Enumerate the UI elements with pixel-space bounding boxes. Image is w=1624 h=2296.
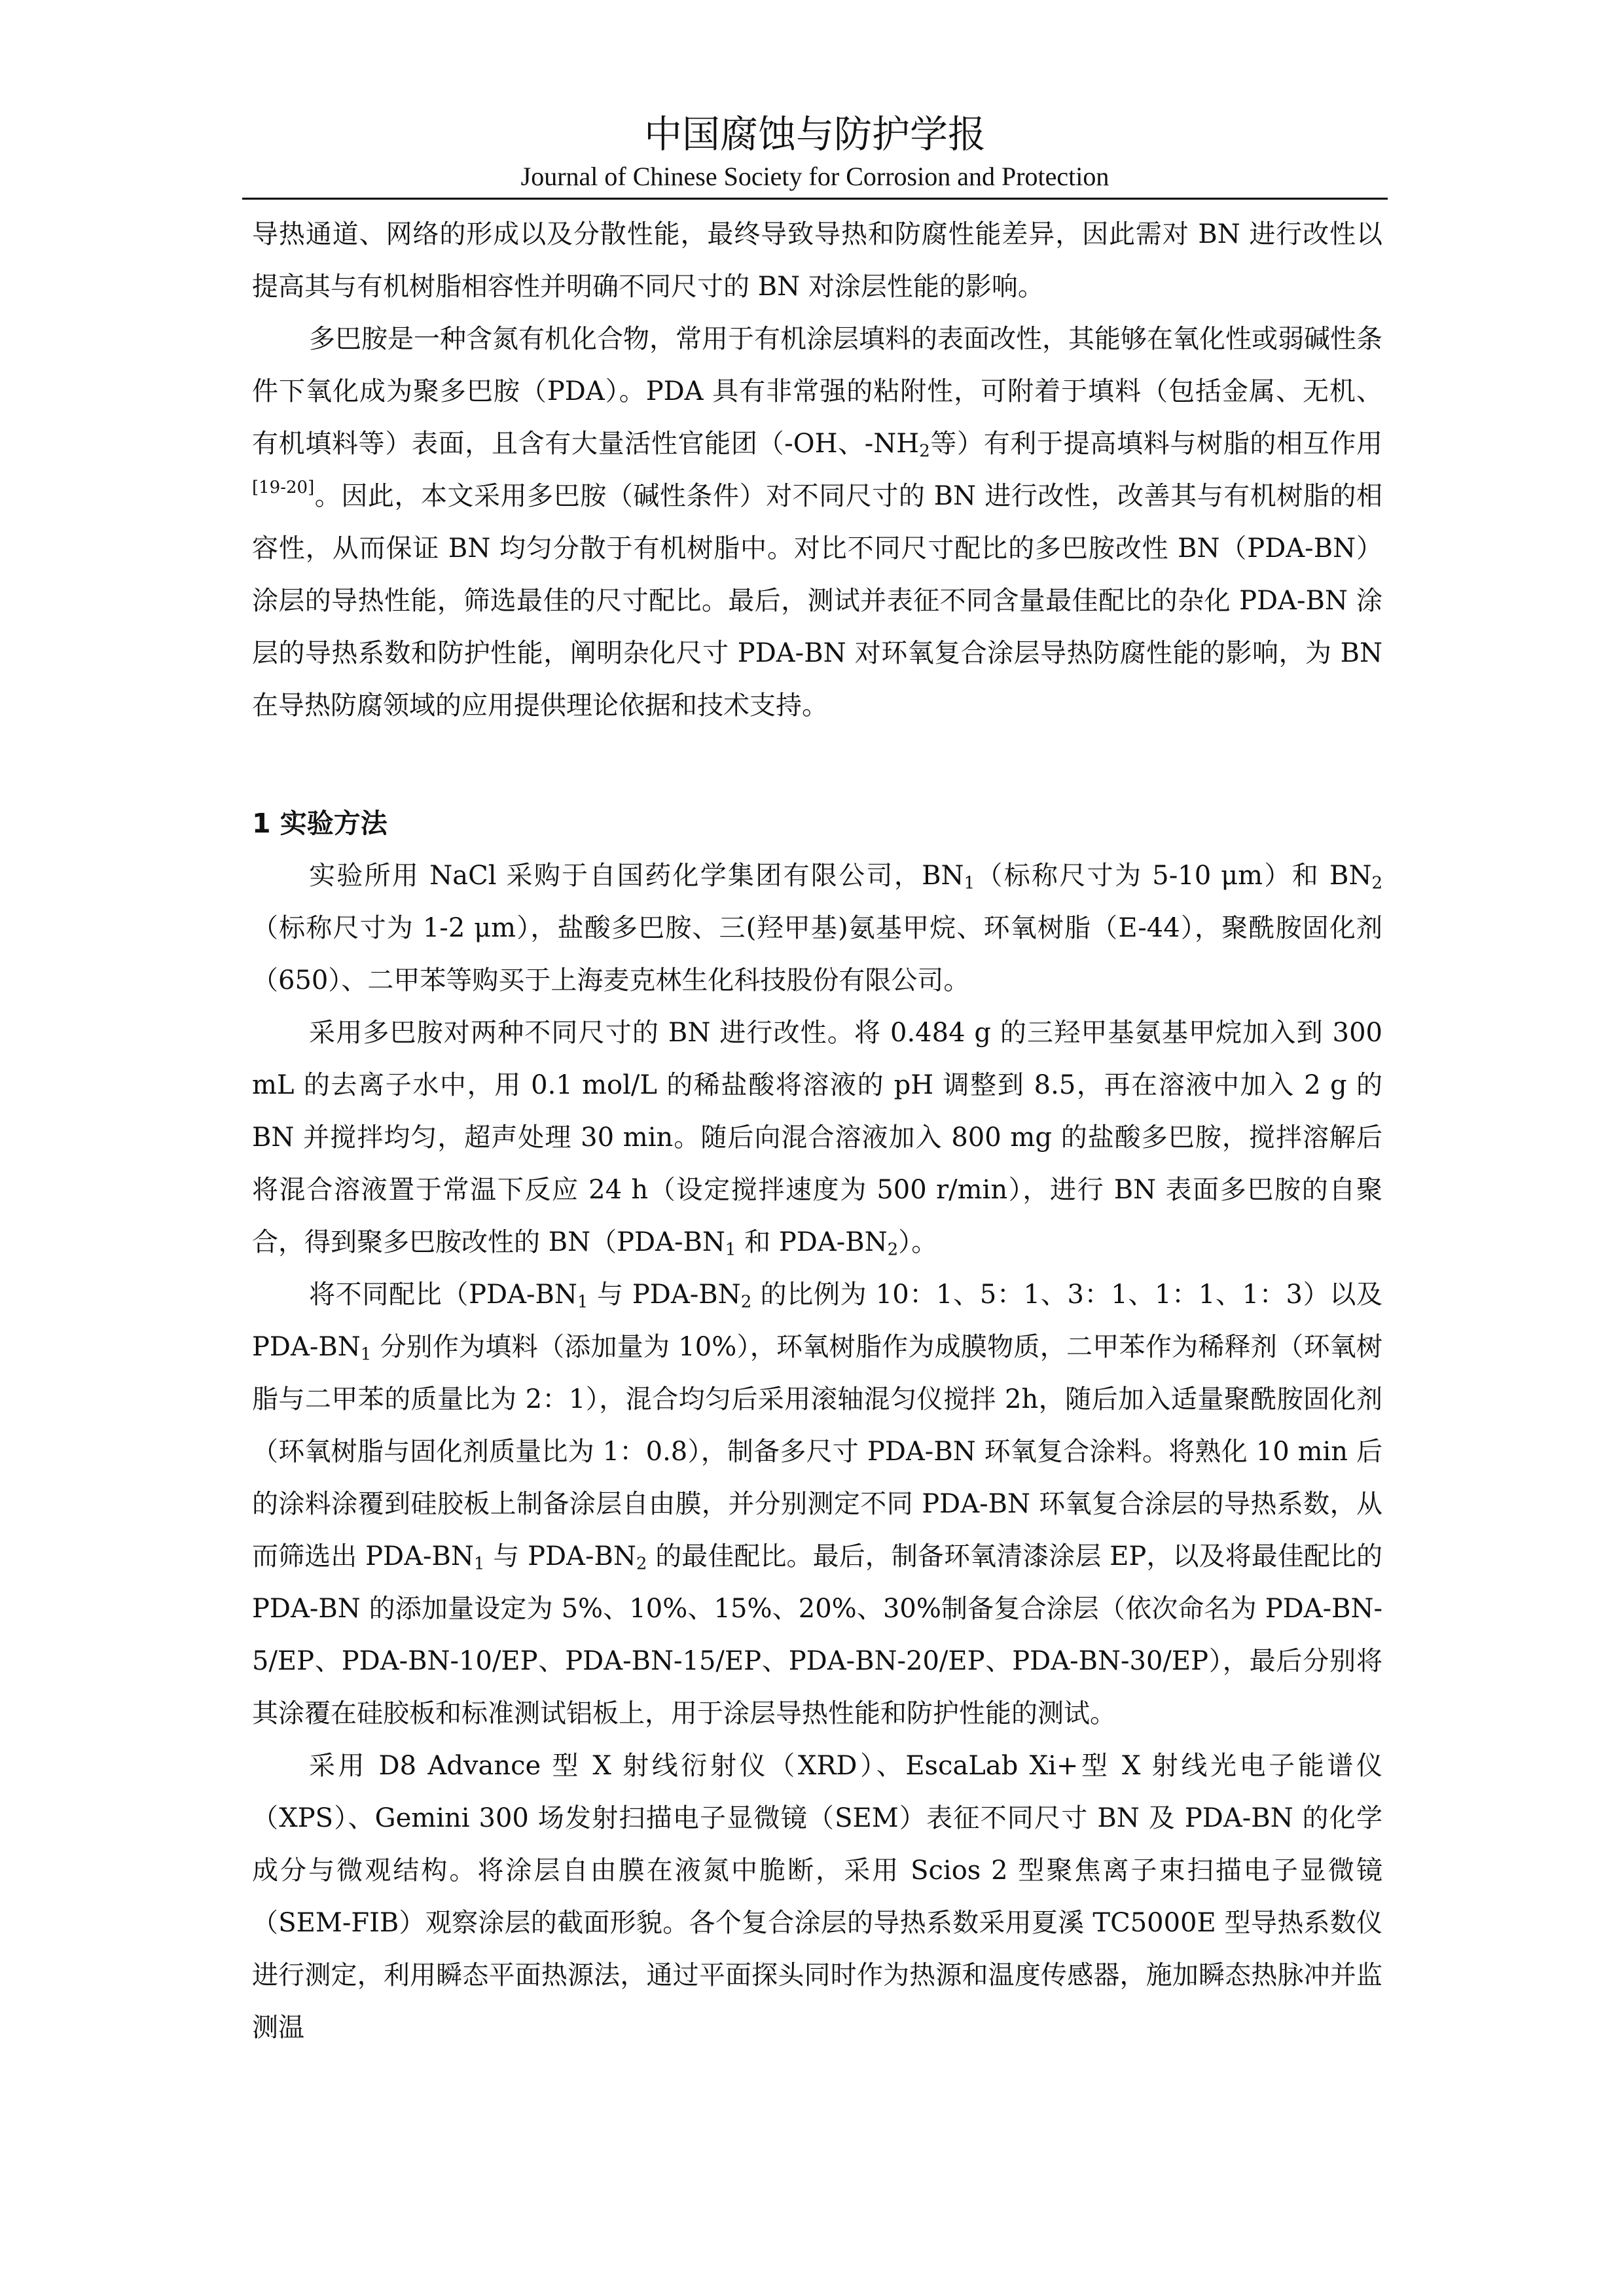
subscript: 1 [360,1344,372,1365]
text-run: 采用多巴胺对两种不同尺寸的 BN 进行改性。将 0.484 g 的三羟甲基氨基甲烷加入到 300 mL 的去离子水中，用 0.1 mol/L 的稀盐酸将溶液的 pH 调整到 8.5，再在溶液中加入 2 g 的 BN 并搅拌均匀，超声处理 30 min。随后向混合溶液加入 800 mg 的盐酸多巴胺，搅拌溶解后将混合溶液置于常温下反应 24 h（设定搅拌速度为 500 r/min），进行 BN 表面多巴胺的自聚合，得到聚多巴胺改性的 BN（PDA-BN [252,1018,1382,1257]
text-run: 。因此，本文采用多巴胺（碱性条件）对不同尺寸的 BN 进行改性，改善其与有机树脂的相容性，从而保证 BN 均匀分散于有机树脂中。对比不同尺寸配比的多巴胺改性 BN（PDA-BN）涂层的导热性能，筛选最佳的尺寸配比。最后，测试并表征不同含量最佳配比的杂化 PDA-BN 涂层的导热系数和防护性能，阐明杂化尺寸 PDA-BN 对环氧复合涂层导热防腐性能的影响，为 BN 在导热防腐领域的应用提供理论依据和技术支持。 [252,481,1382,721]
text-run: ）。 [898,1227,938,1257]
paragraph-characterization [252,1740,1382,2054]
text-run: 分别作为填料（添加量为 10%），环氧树脂作为成膜物质，二甲苯作为稀释剂（环氧树脂与二甲苯的质量比为 2：1），混合均匀后采用滚轴混匀仪搅拌 2h，随后加入适量聚酰胺固化剂（环氧树脂与固化剂质量比为 1：0.8），制备多尺寸 PDA-BN 环氧复合涂料。将熟化 10 min 后的涂料涂覆到硅胶板上制备涂层自由膜，并分别测定不同 PDA-BN 环氧复合涂层的导热系数，从而筛选出 PDA-BN [252,1332,1382,1571]
section-spacer [252,732,1382,797]
text-run: 导热通道、网络的形成以及分散性能，最终导致导热和防腐性能差异，因此需对 BN 进行改性以提高其与有机树脂相容性并明确不同尺寸的 BN 对涂层性能的影响。 [252,219,1382,302]
subscript: 2 [636,1554,647,1574]
text-run: 与 PDA-BN [484,1541,636,1571]
subscript: 1 [473,1554,485,1574]
subscript: 1 [725,1240,736,1260]
text-run: 将不同配比（PDA-BN [309,1280,577,1310]
subscript: 1 [577,1292,588,1312]
citation-ref: [19-20] [252,477,315,497]
text-run: 多巴胺是一种含氮有机化合物，常用于有机涂层填料的表面改性，其能够在氧化性或弱碱性条件下氧化成为聚多巴胺（PDA）。PDA 具有非常强的粘附性，可附着于填料（包括金属、无机、有机填料等）表面，且含有大量活性官能团（-OH、-NH [252,324,1382,459]
journal-title-chinese: 中国腐蚀与防护学报 [643,112,986,156]
journal-title-english: Journal of Chinese Society for Corrosion and Protection [520,162,1110,191]
header-rule [242,198,1388,200]
paragraph-materials [252,850,1382,1007]
text-run: 与 PDA-BN [588,1280,741,1310]
paragraph-intro-continued [252,208,1382,313]
text-run: 采用 D8 Advance 型 X 射线衍射仪（XRD）、EscaLab Xi+型 X 射线光电子能谱仪（XPS）、Gemini 300 场发射扫描电子显微镜（SEM）表征不同尺寸 BN 及 PDA-BN 的化学成分与微观结构。将涂层自由膜在液氮中脆断，采用 Scios 2 型聚焦离子束扫描电子显微镜（SEM-FIB）观察涂层的截面形貌。各个复合涂层的导热系数采用夏溪 TC5000E 型导热系数仪进行测定，利用瞬态平面热源法，通过平面探头同时作为热源和温度传感器，施加瞬态热脉冲并监测温 [252,1751,1382,2043]
subscript: 2 [919,441,930,461]
body-text [252,208,1382,2054]
text-run: 和 PDA-BN [736,1227,888,1257]
text-run: 的比例为 10：1、5：1、3：1、1：1、1：3）以及 PDA-BN [252,1280,1383,1362]
paragraph-coating-preparation [252,1268,1382,1740]
subscript: 2 [887,1240,899,1260]
running-header [242,108,1388,193]
paragraph-modification [252,1007,1382,1268]
text-run: 等）有利于提高填料与树脂的相互作用 [929,429,1383,459]
text-run: （标称尺寸为 1-2 μm），盐酸多巴胺、三(羟甲基)氨基甲烷、环氧树脂（E-44），聚酰胺固化剂（650）、二甲苯等购买于上海麦克林生化科技股份有限公司。 [252,913,1382,996]
subscript: 2 [1371,873,1382,893]
text-run: 实验所用 NaCl 采购于自国药化学集团有限公司，BN [309,861,964,891]
paragraph-dopamine [252,313,1382,732]
subscript: 1 [964,873,975,893]
text-run: （标称尺寸为 5-10 μm）和 BN [975,861,1372,891]
section-heading-methods: 1 实验方法 [252,808,388,839]
text-run: 的最佳配比。最后，制备环氧清漆涂层 EP，以及将最佳配比的 PDA-BN 的添加量设定为 5%、10%、15%、20%、30%制备复合涂层（依次命名为 PDA-BN-5/EP、PDA-BN-10/EP、PDA-BN-15/EP、PDA-BN-20/EP、PDA-BN-30/EP），最后分别将其涂覆在硅胶板和标准测试铝板上，用于涂层导热性能和防护性能的测试。 [252,1541,1383,1729]
subscript: 2 [740,1292,752,1312]
